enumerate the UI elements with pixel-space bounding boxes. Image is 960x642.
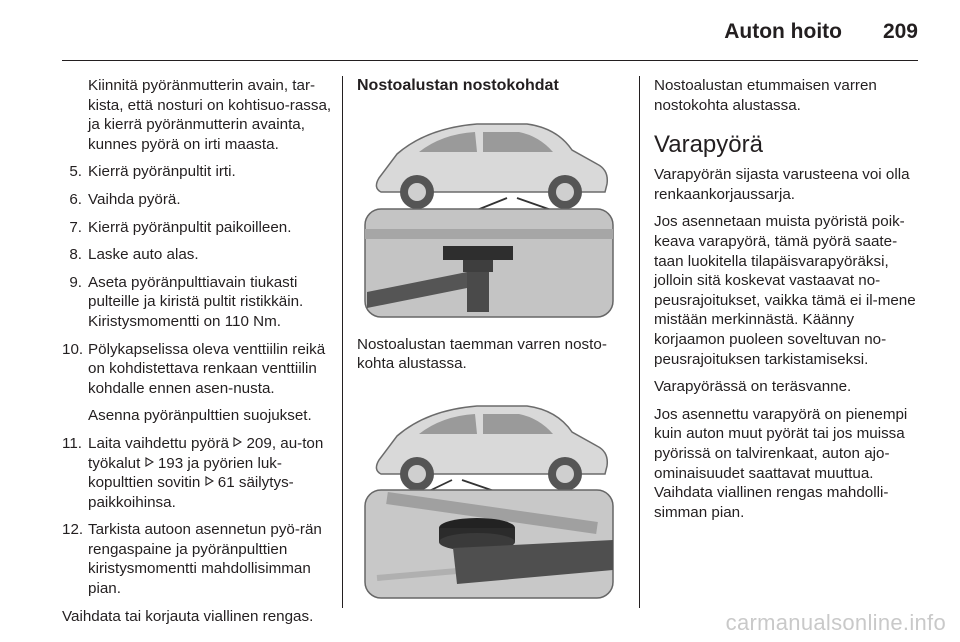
- front-lift-point-illustration: [357, 388, 622, 603]
- page-reference-link[interactable]: 209, au-ton työkalut: [88, 434, 324, 472]
- middle-column: [357, 76, 625, 603]
- front-lift-caption: Nostoalustan etummaisen varren nostokohta alustassa.: [654, 77, 877, 114]
- step-5: 5. Kierrä pyöränpultit irti.: [69, 163, 236, 181]
- page-reference-icon: [205, 473, 214, 493]
- underbody-detail: [365, 209, 613, 317]
- rear-lift-caption: Nostoalustan taemman varren nosto-kohta alustassa.: [357, 335, 607, 373]
- paragraph: Jos asennetaan muista pyöristä poik-keava varapyörä, tämä pyörä saate-taan luokitella tilapäisvarapyöräksi, jolloin sitä koskevat vastaavat no-peusrajoitukset, vaikka tämä ei il-mene mistään merkinnästä. Käänny korjaamon puoleen soveltuvan no-peusrajoituksen tarkistamiseksi.: [654, 213, 916, 368]
- section-title: Auton hoito: [724, 20, 842, 43]
- right-column: [654, 76, 924, 530]
- page-reference-link[interactable]: 61 säilytys-paikkoihinsa.: [88, 474, 294, 511]
- closing-note: Vaihdata tai korjauta viallinen rengas.: [62, 607, 314, 625]
- column-divider: [639, 76, 640, 608]
- page-header: [0, 0, 960, 62]
- column-divider: [342, 76, 343, 608]
- step-12: 12. Tarkista autoon asennetun pyö-rän rengaspaine ja pyöränpulttien kiristysmomentti mahdollisimman pian.: [62, 521, 322, 598]
- header-rule: [62, 60, 918, 61]
- watermark: carmanualsonline.info: [725, 610, 946, 635]
- step-8: 8. Laske auto alas.: [69, 246, 199, 264]
- step-11: 11. Laita vaihdettu pyörä 209, au-ton työkalut 193 ja pyörien luk-kopulttien sovitin 61 säilytys-paikkoihinsa.: [62, 434, 324, 511]
- step-10: 10. Pölykapselissa oleva venttiilin reikä on kohdistettava renkaan venttiilin kohdalle ennen asen-nusta. Asenna pyöränpulttien suojukset.: [62, 340, 332, 426]
- spare-wheel-heading: Varapyörä: [654, 131, 763, 159]
- step-10-note: Asenna pyöränpulttien suojukset.: [88, 407, 312, 425]
- paragraph: Jos asennettu varapyörä on pienempi kuin auton muut pyörät tai jos muissa pyörissä on talvirenkaat, auton ajo-ominaisuudet saattavat muuttua. Vaihdata viallinen rengas mahdolli-simman pian.: [654, 405, 908, 521]
- step-6: 6. Vaihda pyörä.: [69, 190, 181, 208]
- step-9: 9. Aseta pyöränpulttiavain tiukasti pulteille ja kiristä pultit ristikkäin. Kiristysmomentti on 110 Nm.: [69, 273, 304, 330]
- step-continuation: Kiinnitä pyöränmutterin avain, tar-kista, että nosturi on kohtisuo-rassa, ja kierrä pyöränmutterin avainta, kunnes pyörä on irti maasta.: [88, 77, 332, 153]
- page-reference-icon: [233, 434, 242, 454]
- page-number: 209: [882, 20, 918, 43]
- lift-points-heading: Nostoalustan nostokohdat: [357, 77, 559, 94]
- left-column: [62, 76, 332, 626]
- paragraph: Varapyörän sijasta varusteena voi olla renkaankorjaussarja.: [654, 166, 910, 203]
- rear-lift-point-illustration: [357, 106, 622, 321]
- underbody-detail: [365, 490, 613, 598]
- paragraph: Varapyörässä on teräsvanne.: [654, 378, 852, 396]
- page-reference-link[interactable]: 193 ja pyörien luk-kopulttien sovitin: [88, 454, 282, 492]
- page-reference-icon: [145, 454, 154, 474]
- step-7: 7. Kierrä pyöränpultit paikoilleen.: [69, 218, 292, 236]
